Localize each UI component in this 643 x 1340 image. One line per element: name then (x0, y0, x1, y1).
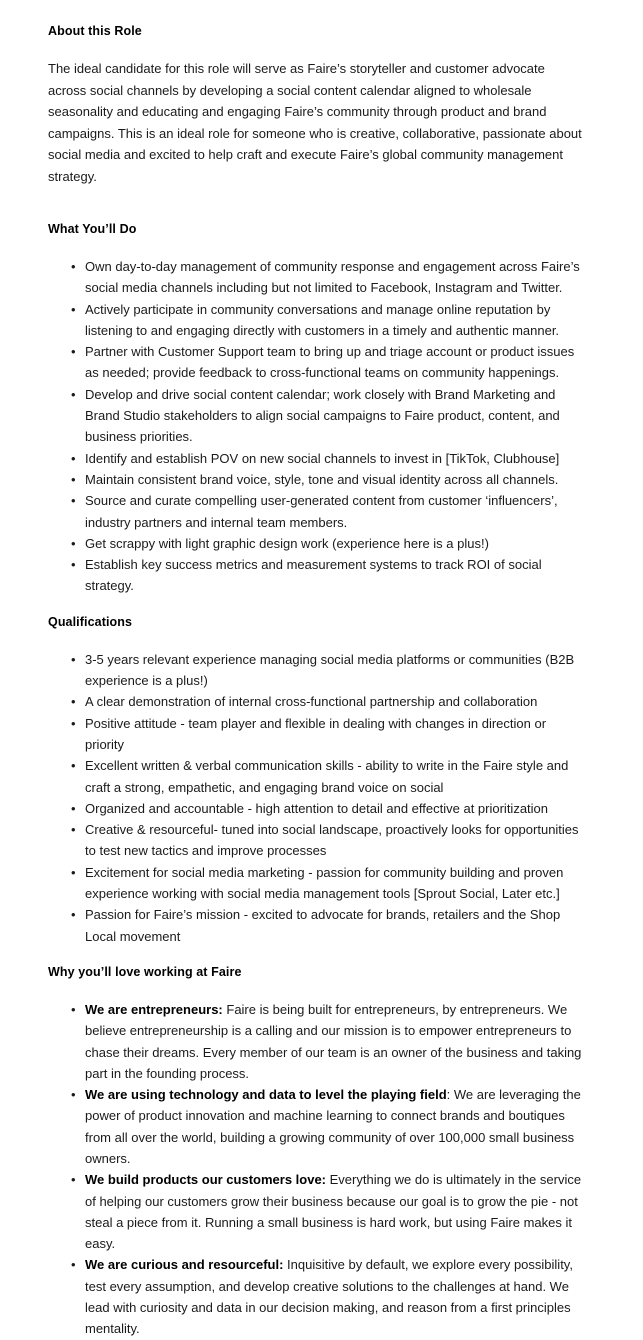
value-body: Faire is being built for entrepreneurs, by entrepreneurs. We believe entrepreneurship is a calling and our mission is to empower entrepreneurs to chase their dreams. Every member of our team is an owner of the business and taking part in the founding process. (85, 1001, 582, 1081)
about-this-role-paragraph: The ideal candidate for this role will serve as Faire’s storyteller and customer advocate across social channels by developing a social content calendar aligned to wholesale seasonality and educating and engaging Faire’s community through product and brand campaigns. This is an ideal role for someone who is creative, collaborative, passionate about social media and excited to help craft and execute Faire’s global community management strategy. (48, 61, 582, 184)
list-item (85, 1169, 585, 1254)
section-why-youll-love-working-at-faire (48, 963, 585, 1340)
section-heading-qualifications: Qualifications (48, 614, 133, 629)
list-item: • Develop and drive social content calendar; work closely with Brand Marketing and Brand Studio stakeholders to align social campaigns to Faire product, content, and business priorities. (85, 384, 585, 448)
list-item: • Partner with Customer Support team to bring up and triage account or product issues as needed; provide feedback to cross-functional teams on community happenings. (85, 341, 585, 384)
list-item: • Positive attitude - team player and flexible in dealing with changes in direction or priority (85, 713, 585, 756)
list-item: • Excellent written & verbal communication skills - ability to write in the Faire style and craft a strong, empathetic, and engaging brand voice on social (85, 755, 585, 798)
list-item: • 3-5 years relevant experience managing social media platforms or communities (B2B experience is a plus!) (85, 649, 585, 692)
value-body: : We are leveraging the power of product innovation and machine learning to connect brands and boutiques from all over the world, building a growing community of over 100,000 small business owners. (85, 1087, 581, 1166)
spacer (48, 187, 585, 220)
spacer (48, 947, 585, 963)
value-lead: We build products our customers love: (85, 1172, 327, 1188)
value-body: Everything we do is ultimately in the service of helping our customers grow their business because our goal is to grow the pie - not steal a piece from it. Running a small business is hard work, but using Faire makes it easy. (85, 1172, 582, 1252)
section-heading-what-youll-do: What You’ll Do (48, 222, 137, 236)
list-item (85, 999, 585, 1084)
spacer (48, 981, 585, 999)
section-what-youll-do (48, 220, 585, 597)
list-item (85, 1254, 585, 1339)
list-item: • Own day-to-day management of community response and engagement across Faire’s social media channels including but not limited to Facebook, Instagram and Twitter. (85, 256, 585, 299)
value-lead: We are curious and resourceful: (85, 1257, 284, 1273)
list-item: • Identify and establish POV on new social channels to invest in [TikTok, Clubhouse] (85, 448, 585, 469)
section-heading-why-youll-love-working-at-faire: Why you’ll love working at Faire (48, 964, 242, 979)
spacer (48, 40, 585, 58)
list-item: • Excitement for social media marketing - passion for community building and proven experience working with social media management tools [Sprout Social, Later etc.] (85, 862, 585, 905)
list-item: • Organized and accountable - high attention to detail and effective at prioritization (85, 798, 585, 819)
value-lead: We are using technology and data to level the playing field (85, 1087, 447, 1103)
list-item: • Source and curate compelling user-generated content from customer ‘influencers’, industry partners and internal team members. (85, 490, 585, 533)
list-item: • Passion for Faire’s mission - excited to advocate for brands, retailers and the Shop Local movement (85, 904, 585, 947)
list-item: • Establish key success metrics and measurement systems to track ROI of social strategy. (85, 554, 585, 597)
spacer (48, 238, 585, 256)
qualifications-list (48, 649, 585, 947)
list-item: • A clear demonstration of internal cross-functional partnership and collaboration (85, 691, 585, 712)
section-qualifications (48, 613, 585, 947)
company-values-list (48, 999, 585, 1340)
spacer (48, 631, 585, 649)
spacer (48, 597, 585, 613)
section-about-this-role (48, 22, 585, 187)
value-body: Inquisitive by default, we explore every possibility, test every assumption, and develop creative solutions to the challenges at hand. We lead with curiosity and data in our decision making, and reason from a first principles mentality. (85, 1257, 573, 1337)
list-item (85, 1084, 585, 1169)
list-item: • Maintain consistent brand voice, style, tone and visual identity across all channels. (85, 469, 585, 490)
value-lead: We are entrepreneurs: (85, 1001, 223, 1017)
list-item: • Creative & resourceful- tuned into social landscape, proactively looks for opportunities to test new tactics and improve processes (85, 819, 585, 862)
section-heading-about-this-role: About this Role (48, 24, 142, 38)
list-item: • Actively participate in community conversations and manage online reputation by listening to and engaging directly with customers in a timely and authentic manner. (85, 299, 585, 342)
what-youll-do-list (48, 256, 585, 597)
list-item: • Get scrappy with light graphic design work (experience here is a plus!) (85, 533, 585, 554)
